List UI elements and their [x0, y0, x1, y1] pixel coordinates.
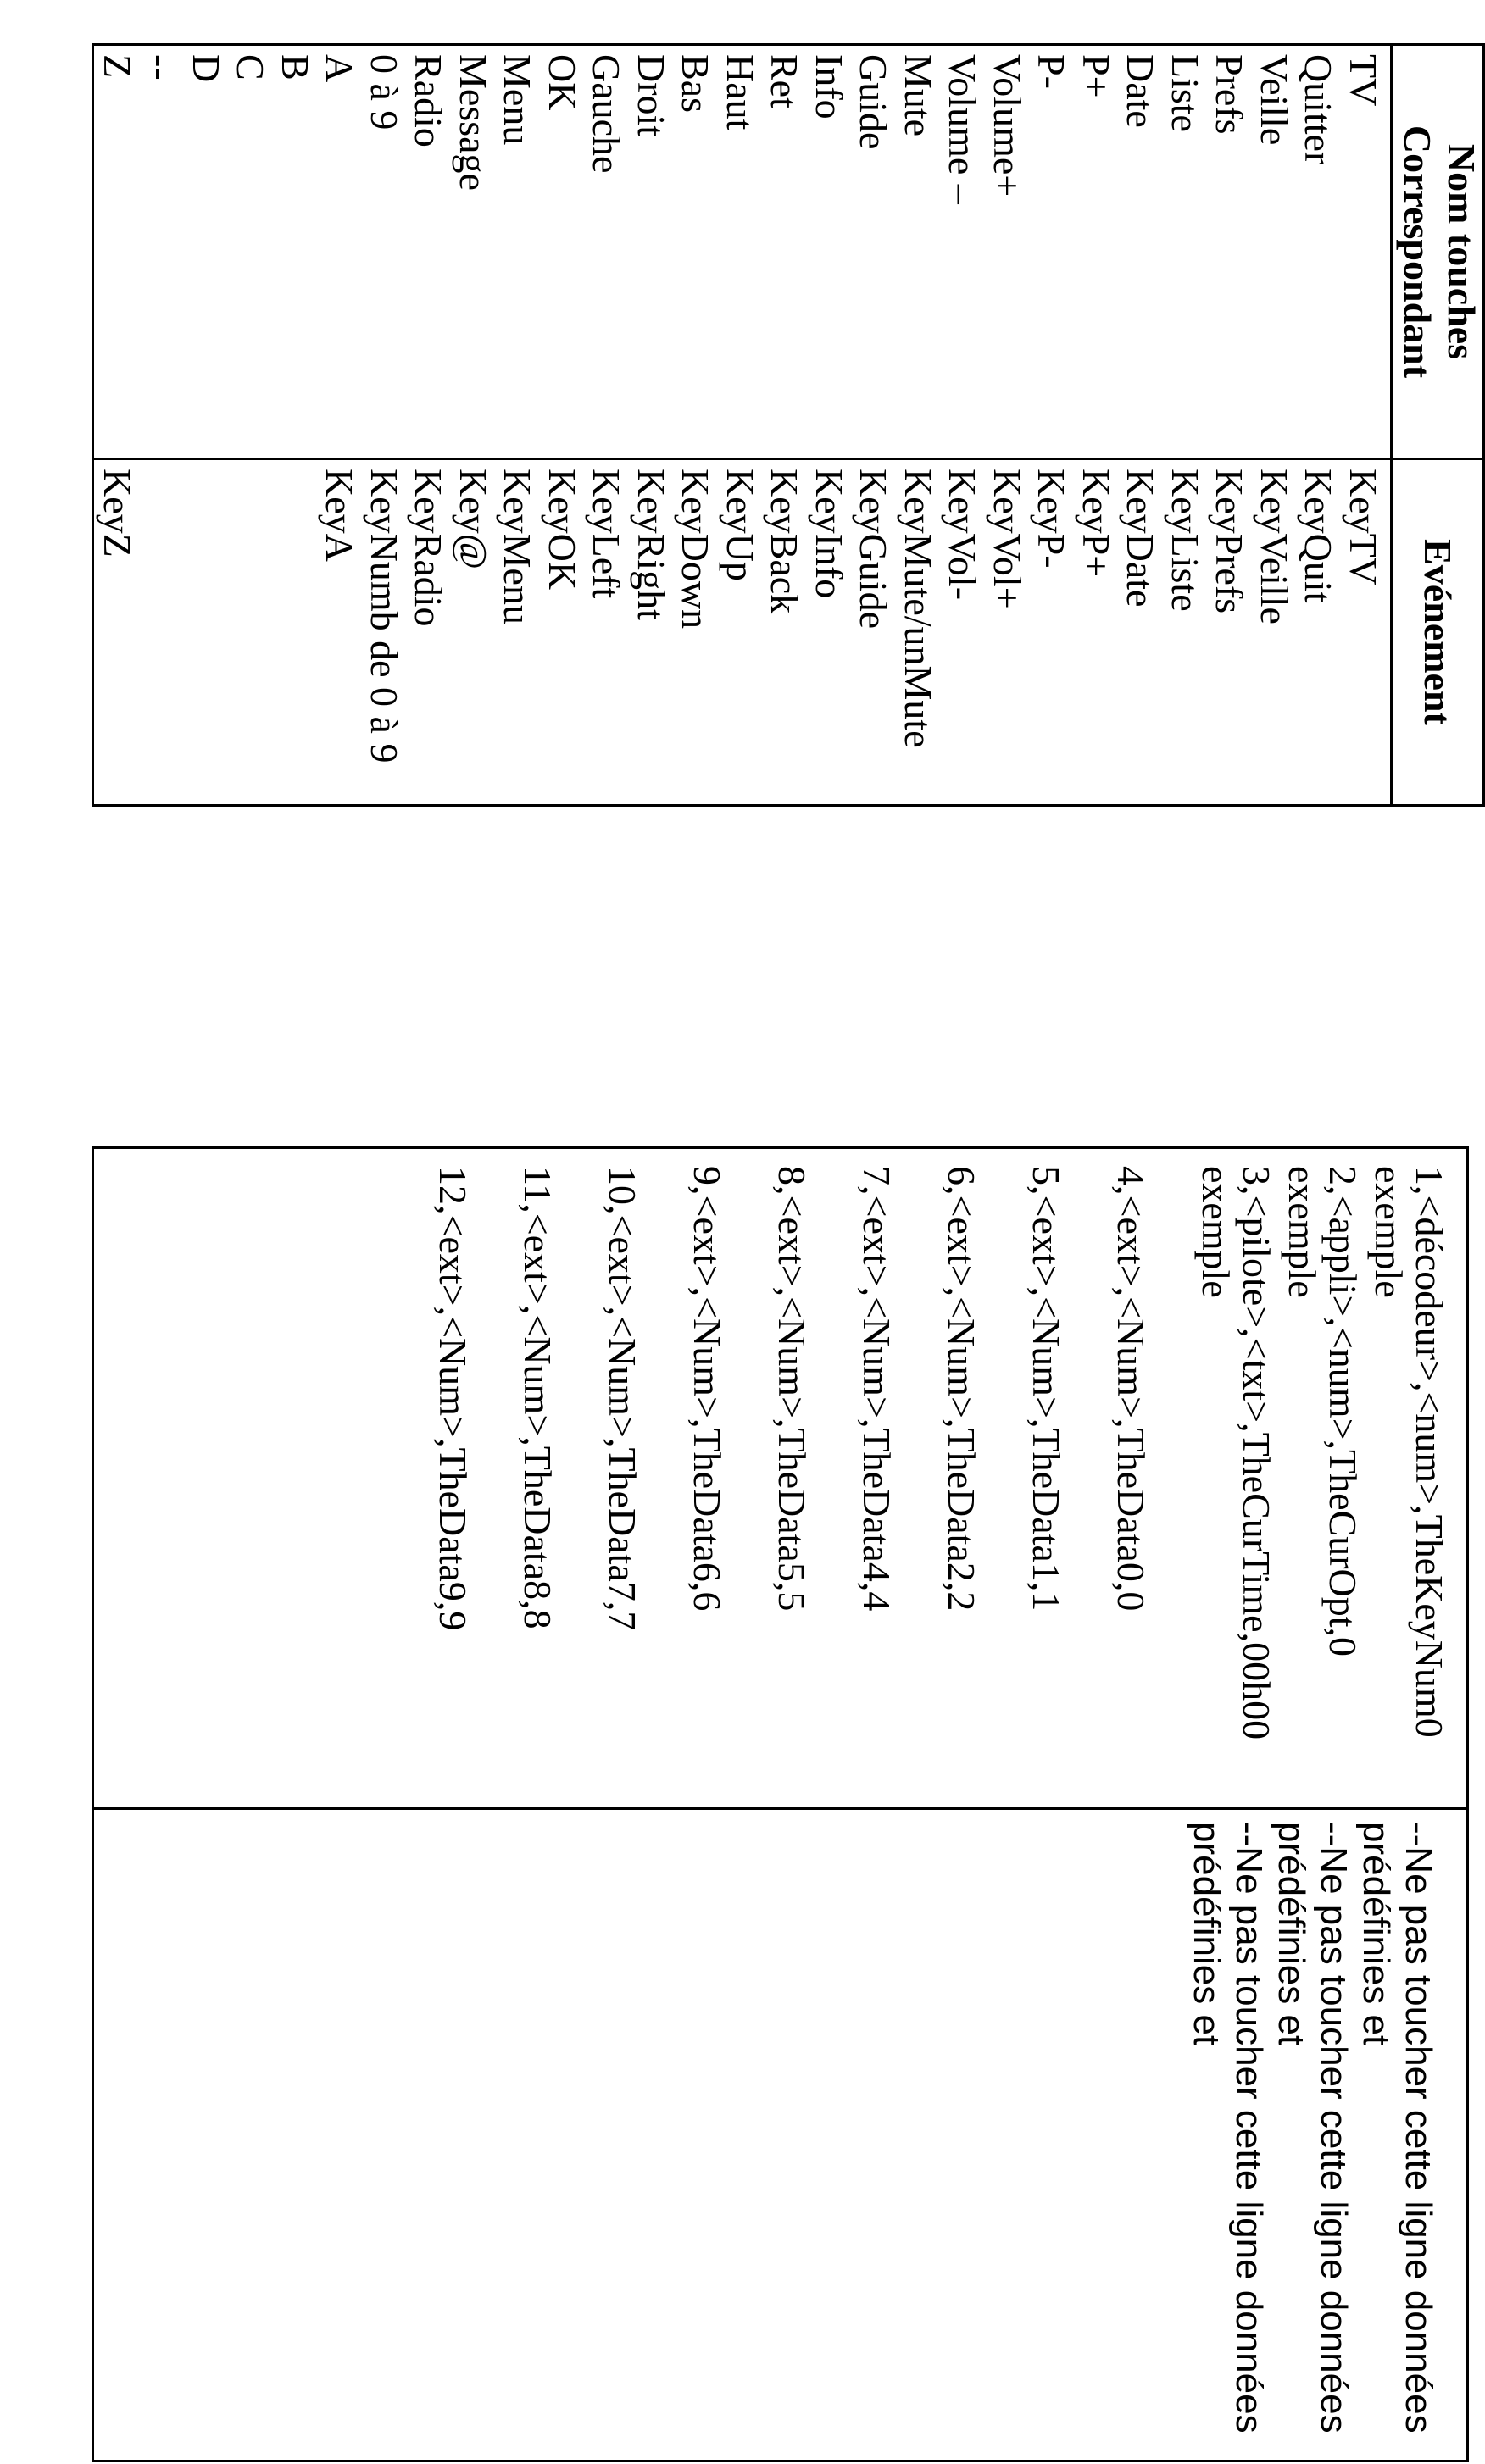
- data-entry-line: 10,<ext>,<Num>,TheData7,7: [601, 1166, 644, 1631]
- note-entry: [1185, 1822, 1270, 2460]
- event-name: KeyZ: [96, 469, 139, 558]
- header-event-label: Evénement: [1416, 539, 1460, 725]
- event-name: KeyVol+: [986, 469, 1029, 609]
- data-entry-line: 9,<ext>,<Num>,TheData6,6: [686, 1166, 729, 1612]
- key-name: Guide: [852, 54, 896, 150]
- event-name: [139, 469, 184, 804]
- data-entry-line: 5,<ext>,<Num>,TheData1,1: [1025, 1166, 1068, 1612]
- header-key-name-line1: Nom touches: [1440, 143, 1484, 360]
- key-name: C: [229, 54, 273, 80]
- event-name: KeyVeille: [1253, 469, 1296, 624]
- header-key-name: [1392, 45, 1484, 459]
- event-name: KeyBack: [763, 469, 807, 614]
- data-entry-line: 11,<ext>,<Num>,TheData8,8: [516, 1166, 559, 1629]
- data-entry: [856, 1166, 897, 1807]
- note-entry: [1270, 1822, 1354, 2460]
- data-entry-sub: exemple: [1194, 1166, 1238, 1298]
- data-entry: [941, 1166, 982, 1807]
- event-name: KeyDate: [1119, 469, 1163, 608]
- key-name: OK: [541, 54, 584, 111]
- note-line: --Ne pas toucher cette ligne: [1398, 1822, 1439, 2280]
- key-name: Gauche: [585, 54, 629, 174]
- note-line: --Ne pas toucher cette ligne: [1228, 1822, 1270, 2280]
- data-entry: [432, 1166, 473, 1807]
- data-entry-sub: exemple: [1281, 1166, 1324, 1298]
- data-row: [93, 1148, 1468, 2461]
- event-name: KeyRight: [630, 469, 673, 620]
- key-name: Bas: [674, 54, 718, 113]
- event-name: KeyListe: [1164, 469, 1207, 612]
- body-row: [93, 45, 1392, 806]
- event-name: [273, 469, 318, 804]
- data-entry: [1368, 1166, 1449, 1807]
- header-key-name-line2: Correspondant: [1396, 125, 1439, 379]
- event-name: KeyPrefs: [1208, 469, 1252, 614]
- key-name: Mute: [897, 54, 940, 137]
- event-name: KeyMute/unMute: [897, 469, 940, 748]
- note-sub: données prédéfinies et: [1186, 1822, 1270, 2433]
- event-name: KeyInfo: [808, 469, 851, 599]
- event-name: KeyUp: [719, 469, 762, 581]
- data-entry: [1195, 1166, 1276, 1807]
- key-name: TV: [1342, 54, 1385, 107]
- data-entry-line: 6,<ext>,<Num>,TheData2,2: [940, 1166, 983, 1612]
- data-entry-line: 8,<ext>,<Num>,TheData5,5: [770, 1166, 814, 1612]
- header-row: [1392, 45, 1484, 806]
- event-name: [228, 469, 273, 804]
- event-name: KeyA: [318, 469, 362, 562]
- key-name: Volume –: [941, 54, 985, 204]
- event-name: KeyP-: [1030, 469, 1074, 569]
- event-name: KeyOK: [541, 469, 584, 591]
- event-name: KeyMenu: [496, 469, 540, 624]
- key-name: A: [318, 54, 362, 83]
- event-name: KeyGuide: [852, 469, 896, 630]
- event-name: KeyDown: [674, 469, 718, 630]
- note-sub: données prédéfinies et: [1355, 1822, 1439, 2433]
- key-name: D: [185, 54, 228, 83]
- note-sub: données prédéfinies et: [1271, 1822, 1354, 2433]
- data-entry: [517, 1166, 558, 1807]
- key-name: Info: [808, 54, 851, 119]
- data-entry: [1282, 1166, 1363, 1807]
- key-name: Radio: [407, 54, 451, 147]
- key-name: 0 à 9: [363, 54, 406, 130]
- data-lines-grid: [92, 1146, 1469, 2462]
- key-mapping-table: [92, 43, 1485, 807]
- key-name: P+: [1075, 54, 1118, 98]
- key-name: Z: [96, 54, 139, 79]
- key-name: Message: [452, 54, 495, 191]
- header-event: [1392, 459, 1484, 806]
- key-name: Quitter: [1297, 54, 1341, 165]
- data-entry-line: 4,<ext>,<Num>,TheData0,0: [1110, 1166, 1153, 1612]
- note-entry: [1354, 1822, 1439, 2460]
- data-lines-table: [92, 1146, 1469, 2462]
- event-name: KeyRadio: [407, 469, 451, 627]
- event-name: KeyTV: [1342, 469, 1385, 585]
- key-name: Liste: [1164, 54, 1207, 132]
- key-name: --: [140, 54, 184, 80]
- key-name: Haut: [719, 54, 762, 130]
- data-entry-sub: exemple: [1367, 1166, 1410, 1298]
- key-name: B: [274, 54, 317, 80]
- key-mapping-grid: [92, 43, 1485, 807]
- key-name: Droit: [630, 54, 673, 137]
- event-name: KeyNumb de 0 à 9: [363, 469, 406, 763]
- data-entry: [602, 1166, 642, 1807]
- data-notes-cell: [93, 1809, 1468, 2461]
- data-entry-line: 7,<ext>,<Num>,TheData4,4: [855, 1166, 898, 1612]
- note-line: --Ne pas toucher cette ligne: [1313, 1822, 1354, 2280]
- key-name: Veille: [1253, 54, 1296, 146]
- data-entry: [687, 1166, 727, 1807]
- key-names-cell: [93, 45, 1392, 459]
- event-name: Key@: [452, 469, 495, 569]
- data-entry-line: 3,<pilote>,<txt>,TheCurTime,00h00: [1235, 1166, 1278, 1740]
- data-entry-line: 1,<décodeur>,<num>,TheKeyNum0: [1408, 1166, 1451, 1738]
- events-cell: [93, 459, 1392, 806]
- key-name: Ret: [763, 54, 807, 108]
- event-name: KeyQuit: [1297, 469, 1341, 603]
- key-name: P-: [1030, 54, 1074, 89]
- event-name: [184, 469, 229, 804]
- event-name: KeyLeft: [585, 469, 629, 599]
- data-entry-line: 12,<ext>,<Num>,TheData9,9: [431, 1166, 475, 1631]
- event-name: KeyVol-: [941, 469, 985, 601]
- key-name: Menu: [496, 54, 540, 146]
- key-name: Date: [1119, 54, 1163, 128]
- data-entry: [1026, 1166, 1066, 1807]
- key-name: Volume+: [986, 54, 1029, 197]
- data-entry: [1110, 1166, 1151, 1807]
- data-entry-line: 2,<appli>,<num>,TheCurOpt,0: [1321, 1166, 1365, 1657]
- data-code-cell: [93, 1148, 1468, 1809]
- data-entry: [771, 1166, 812, 1807]
- event-name: KeyP+: [1075, 469, 1118, 578]
- key-name: Prefs: [1208, 54, 1252, 135]
